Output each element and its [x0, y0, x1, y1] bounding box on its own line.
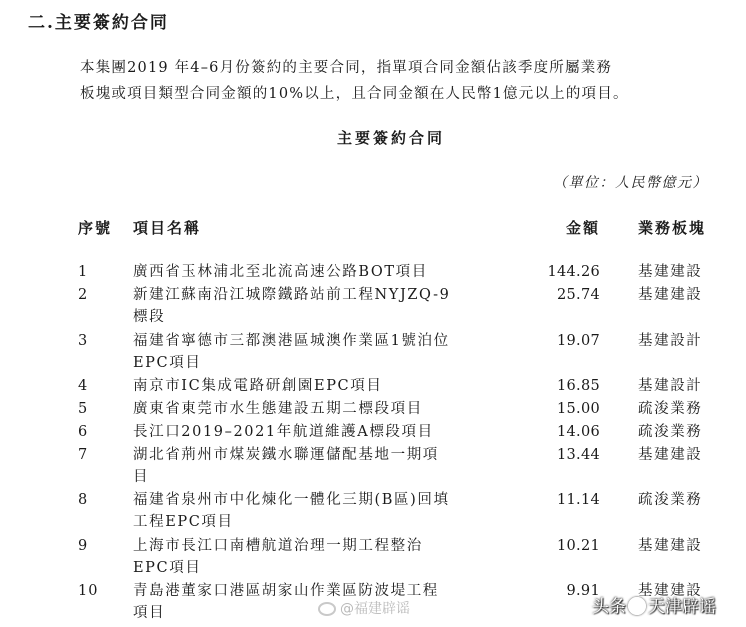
row-name-line: 福建省泉州市中化煉化一體化三期(B區)回填: [133, 492, 450, 508]
toutiao-watermark: [592, 592, 716, 617]
row-segment: 基建建設: [638, 583, 703, 599]
row-name: [133, 284, 523, 328]
row-name: [133, 535, 523, 579]
row-segment: 基建建設: [638, 447, 703, 463]
row-amount: 16.85: [556, 378, 600, 394]
row-name: [133, 330, 523, 374]
row-name-line: 長江口2019–2021年航道維護A標段項目: [133, 424, 434, 440]
row-name: [133, 398, 523, 420]
row-segment: 基建建設: [638, 538, 703, 554]
row-seq: 10: [78, 583, 99, 599]
toutiao-watermark-handle: 天津辟谣: [648, 597, 716, 617]
row-amount: 144.26: [547, 264, 600, 280]
table-title: 主要簽約合同: [336, 129, 445, 147]
row-name-line: 青島港董家口港區胡家山作業區防波堤工程: [133, 583, 439, 599]
row-seq: 3: [78, 333, 89, 349]
section-heading: 二.主要簽約合同: [28, 13, 169, 33]
row-amount: 9.91: [566, 583, 600, 599]
row-segment: 基建設計: [638, 378, 703, 394]
toutiao-watermark-prefix: 头条: [592, 597, 626, 617]
row-name-line: 項目: [133, 605, 166, 621]
unit-note: （單位：人民幣億元）: [553, 175, 708, 191]
row-seq: 5: [78, 401, 89, 417]
header-segment: 業務板塊: [638, 219, 707, 237]
row-seq: 8: [78, 492, 89, 508]
header-seq: 序號: [78, 219, 113, 237]
row-segment: 疏浚業務: [638, 492, 703, 508]
row-seq: 1: [78, 264, 89, 280]
intro-line-1: 本集團2019 年4–6月份簽約的主要合同，指單項合同金額佔該季度所屬業務: [80, 60, 613, 76]
row-segment: 疏浚業務: [638, 401, 703, 417]
intro-line-2: 板塊或項目類型合同金額的10%以上，且合同金額在人民幣1億元以上的項目。: [80, 86, 629, 102]
row-segment: 基建設計: [638, 333, 703, 349]
row-seq: 4: [78, 378, 89, 394]
header-name: 項目名稱: [133, 219, 202, 237]
row-segment: 基建建設: [638, 287, 703, 303]
row-seq: 7: [78, 447, 89, 463]
row-amount: 13.44: [556, 447, 600, 463]
row-name: [133, 261, 523, 283]
row-name: [133, 489, 523, 533]
weibo-watermark: [318, 598, 410, 618]
row-name: [133, 421, 523, 443]
header-amount: 金額: [566, 219, 601, 237]
row-name-line: 廣東省東莞市水生態建設五期二標段項目: [133, 401, 423, 417]
row-name-line: 南京市IC集成電路研創園EPC項目: [133, 378, 383, 394]
row-name-line: 湖北省荊州市煤炭鐵水聯運儲配基地一期項: [133, 447, 439, 463]
row-seq: 2: [78, 287, 89, 303]
row-name-line: 目: [133, 469, 150, 485]
intro-paragraph: [80, 55, 720, 107]
row-amount: 25.74: [556, 287, 600, 303]
row-seq: 9: [78, 538, 89, 554]
row-amount: 14.06: [556, 424, 600, 440]
weibo-icon: [318, 602, 336, 616]
row-name: [133, 375, 523, 397]
row-name: [133, 444, 523, 488]
row-name-line: 工程EPC項目: [133, 514, 234, 530]
row-amount: 11.14: [556, 492, 600, 508]
row-seq: 6: [78, 424, 89, 440]
row-name-line: EPC項目: [133, 560, 202, 576]
weibo-watermark-text: @福建辟谣: [340, 601, 410, 617]
row-amount: 15.00: [556, 401, 600, 417]
row-amount: 10.21: [556, 538, 600, 554]
row-name-line: 新建江蘇南沿江城際鐵路站前工程NYJZQ-9: [133, 287, 451, 303]
row-name-line: 上海市長江口南槽航道治理一期工程整治: [133, 538, 423, 554]
row-name-line: 福建省寧德市三都澳港區城澳作業區1號泊位: [133, 333, 450, 349]
row-name-line: 標段: [133, 309, 166, 325]
row-amount: 19.07: [556, 333, 600, 349]
row-segment: 疏浚業務: [638, 424, 703, 440]
at-icon: [628, 597, 646, 615]
row-name-line: EPC項目: [133, 355, 202, 371]
row-name-line: 廣西省玉林浦北至北流高速公路BOT項目: [133, 264, 428, 280]
row-segment: 基建建設: [638, 264, 703, 280]
